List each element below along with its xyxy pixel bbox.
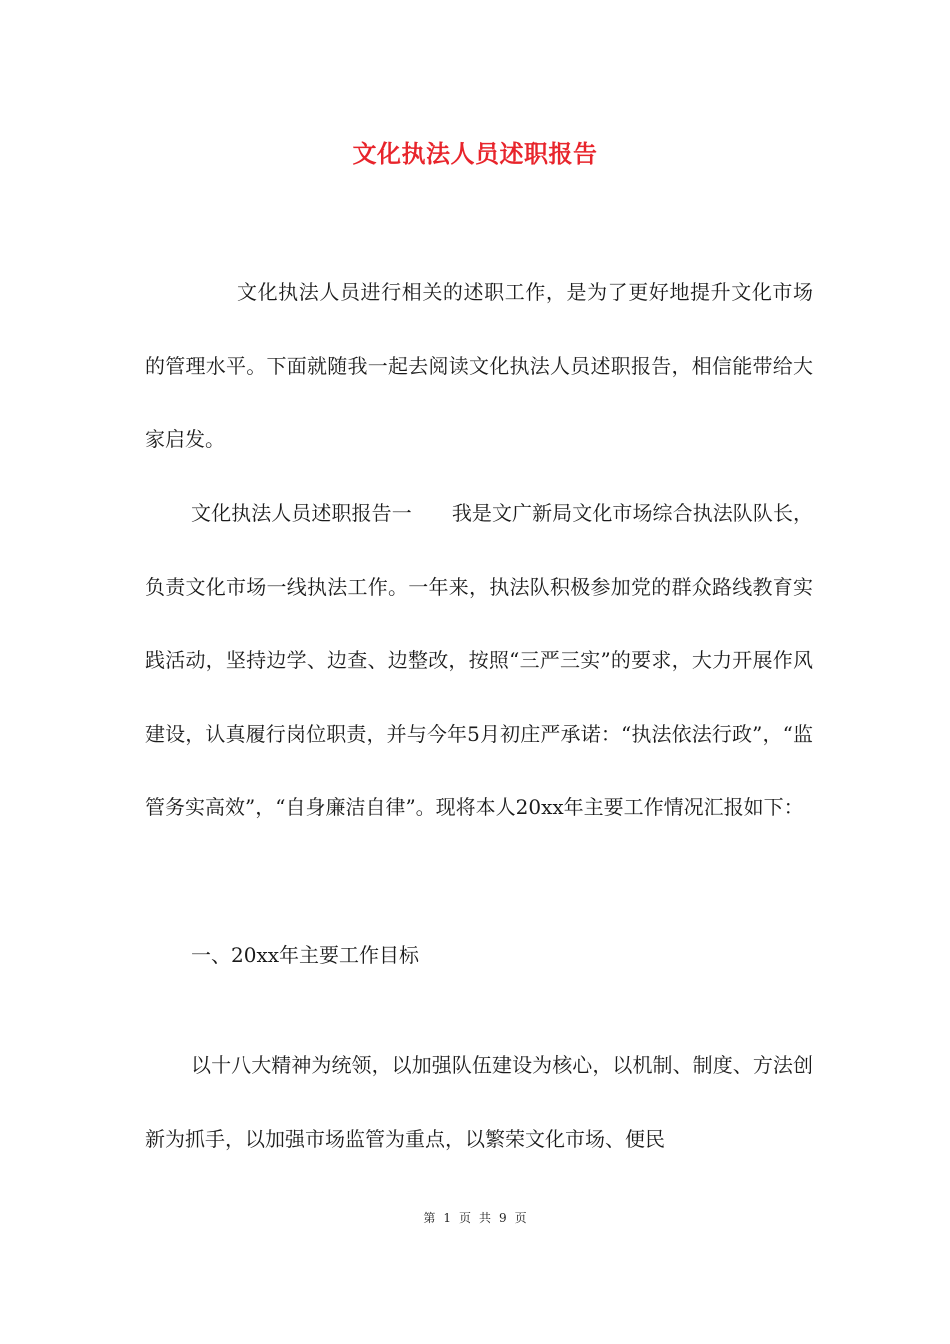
footer-total-pages: 9	[499, 1211, 507, 1225]
section-heading: 一、20xx年主要工作目标	[191, 943, 420, 967]
report-one-text: 我是文广新局文化市场综合执法队队长，负责文化市场一线执法工作。一年来，执法队积极参加党的群众路线教育实践活动，坚持边学、边查、边整改，按照“三严三实”的要求，大力开展作风建设，认真履行岗位职责，并与今年5月初庄严承诺：“执法依法行政”，“监管务实高效”，“自身廉洁自律”。现将本人20xx年主要工作情况汇报如下：	[145, 501, 814, 819]
footer-prefix: 第	[423, 1211, 436, 1225]
footer-current-page: 1	[443, 1211, 451, 1225]
intro-paragraph: 文化执法人员进行相关的述职工作，是为了更好地提升文化市场的管理水平。下面就随我一起去阅读文化执法人员述职报告，相信能带给大家启发。	[145, 280, 813, 451]
footer-page-word: 页	[458, 1211, 471, 1225]
footer-total-prefix: 共	[479, 1211, 492, 1225]
footer-suffix: 页	[514, 1211, 527, 1225]
page-footer	[0, 1209, 950, 1227]
section-paragraph: 以十八大精神为统领，以加强队伍建设为核心，以机制、制度、方法创新为抓手，以加强市场监管为重点，以繁荣文化市场、便民	[145, 1053, 813, 1151]
document-title: 文化执法人员述职报告	[352, 139, 598, 168]
report-one-heading: 文化执法人员述职报告一	[191, 501, 412, 525]
report-one-paragraph	[145, 477, 813, 845]
